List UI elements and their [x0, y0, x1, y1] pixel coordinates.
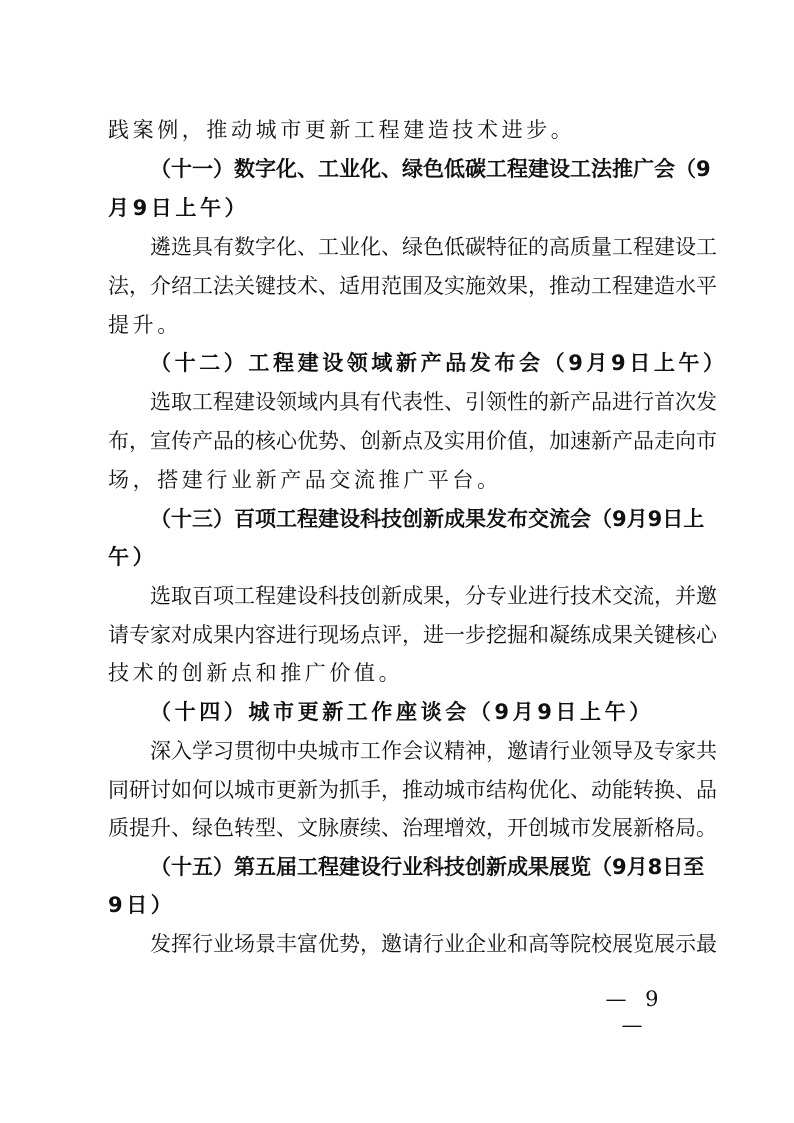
section-heading-11: （十一）数字化、工业化、绿色低碳工程建设工法推广会（9 — [150, 157, 711, 181]
body-text-line: 深入学习贯彻中央城市工作会议精神，邀请行业领导及专家共 — [150, 739, 717, 763]
body-text-line: 发挥行业场景丰富优势，邀请行业企业和高等院校展览展示最 — [150, 932, 717, 956]
section-heading-12: （十二）工程建设领域新产品发布会（9月9日上午） — [150, 351, 728, 375]
body-text-line: 质提升、绿色转型、文脉赓续、治理增效，开创城市发展新格局。 — [108, 816, 717, 840]
body-text-line: 遴选具有数字化、工业化、绿色低碳特征的高质量工程建设工 — [150, 235, 717, 259]
body-text-line: 技术的创新点和推广价值。 — [108, 661, 404, 685]
section-heading-13-continued: 午） — [108, 545, 158, 569]
page-number: — 9 — — [605, 987, 665, 1037]
body-text-line: 法，介绍工法关键技术、适用范围及实施效果，推动工程建造水平 — [108, 274, 717, 298]
body-text-line: 布，宣传产品的核心优势、创新点及实用价值，加速新产品走向市 — [108, 429, 717, 453]
body-text-line: 同研讨如何以城市更新为抓手，推动城市结构优化、动能转换、品 — [108, 778, 717, 802]
section-heading-13: （十三）百项工程建设科技创新成果发布交流会（9月9日上 — [150, 507, 705, 531]
body-text-line: 提升。 — [108, 313, 182, 337]
body-text-line: 场，搭建行业新产品交流推广平台。 — [108, 468, 502, 492]
section-heading-15: （十五）第五届工程建设行业科技创新成果展览（9月8日至 — [150, 855, 705, 879]
section-heading-14: （十四）城市更新工作座谈会（9月9日上午） — [150, 700, 654, 724]
body-text-line: 选取百项工程建设科技创新成果，分专业进行技术交流，并邀 — [150, 584, 717, 608]
body-text-line: 选取工程建设领域内具有代表性、引领性的新产品进行首次发 — [150, 390, 717, 414]
body-text-line: 践案例，推动城市更新工程建造技术进步。 — [108, 118, 576, 142]
body-text-line: 请专家对成果内容进行现场点评，进一步挖掘和凝练成果关键核心 — [108, 623, 717, 647]
section-heading-11-continued: 月9日上午） — [108, 196, 250, 220]
section-heading-15-continued: 9日） — [108, 893, 176, 917]
